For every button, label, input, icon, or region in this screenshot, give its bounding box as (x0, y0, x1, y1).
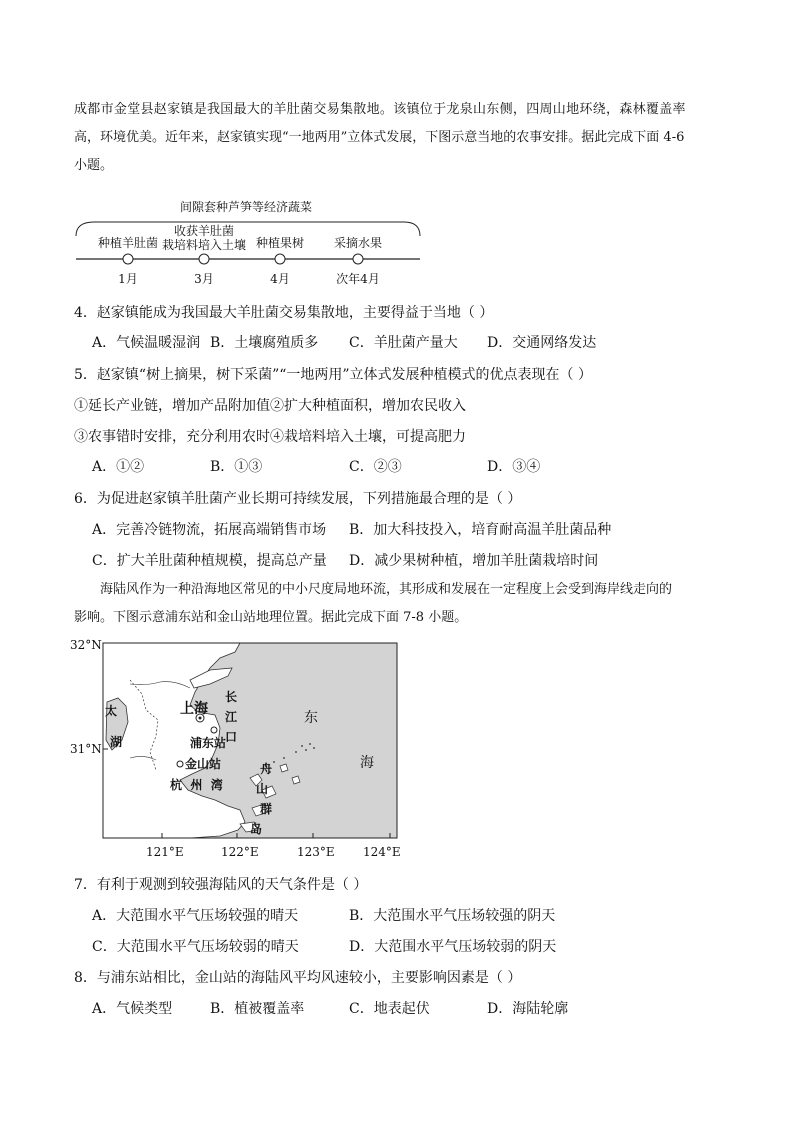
intro-line: 高，环境优美。近年来，赵家镇实现“一地两用”立体式发展，下图示意当地的农事安排。据此完成下面 4-6 (74, 130, 685, 145)
q5-option-c[interactable]: C．②③ (349, 459, 402, 475)
question-6-stem: 6．为促进赵家镇羊肚菌产业长期可持续发展，下列措施最合理的是（ ） (74, 491, 522, 507)
map-drawing (70, 640, 410, 865)
timeline-month: 3月 (194, 272, 214, 286)
lat-label-32: 32°N (70, 638, 102, 652)
lat-label-31: 31°N (70, 742, 102, 756)
q5-statements-2: ③农事错时安排，充分利用农时④栽培料培入土壤，可提高肥力 (74, 429, 466, 445)
pudong-station-marker (211, 727, 217, 733)
timeline-node (353, 254, 363, 264)
question-7-stem: 7．有利于观测到较强海陆风的天气条件是（ ） (74, 877, 368, 893)
q8-option-c[interactable]: C．地表起伏 (349, 1001, 430, 1017)
label-jinshan-station: 金山站 (185, 757, 222, 771)
label-zhoushan-1: 舟 (260, 762, 273, 776)
label-east-china-sea-1: 东 (304, 710, 318, 726)
q7-option-c[interactable]: C．大范围水平气压场较弱的晴天 (92, 939, 299, 955)
question-4-stem: 4．赵家镇能成为我国最大羊肚菌交易集散地，主要得益于当地（ ） (74, 305, 494, 321)
timeline-event-label: 采摘水果 (333, 236, 383, 250)
intro-line: 海陆风作为一种沿海地区常见的中小尺度局地环流，其形成和发展在一定程度上会受到海岸线走向的 (100, 582, 673, 597)
label-zhoushan-4: 岛 (250, 822, 263, 836)
label-changjiangkou-1: 长 (225, 690, 238, 704)
intro-line: 成都市金堂县赵家镇是我国最大的羊肚菌交易集散地。该镇位于龙泉山东侧，四周山地环绕，森林覆盖率 (74, 102, 686, 117)
label-zhoushan-2: 山 (256, 782, 269, 796)
intro-line: 影响。下图示意浦东站和金山站地理位置。据此完成下面 7-8 小题。 (74, 610, 468, 625)
intro-paragraph-2 (74, 576, 734, 632)
timeline-event-label: 收获羊肚菌 栽培料培入土壤 (161, 224, 247, 252)
q5-option-a[interactable]: A．①② (92, 459, 145, 475)
q4-option-d[interactable]: D．交通网络发达 (487, 335, 597, 351)
q4-option-c[interactable]: C．羊肚菌产量大 (349, 335, 458, 351)
farming-timeline-figure (74, 198, 424, 290)
timeline-month: 4月 (270, 272, 290, 286)
q6-option-a[interactable]: A．完善冷链物流，拓展高端销售市场 (92, 522, 327, 538)
intro-line: 小题。 (74, 158, 114, 173)
question-5-stem: 5．赵家镇“树上摘果，树下采菌”“一地两用”立体式发展种植模式的优点表现在（ ） (74, 367, 592, 383)
question-8-stem: 8．与浦东站相比，金山站的海陆风平均风速较小，主要影响因素是（ ） (74, 970, 522, 986)
q6-option-c[interactable]: C．扩大羊肚菌种植规模，提高总产量 (92, 553, 327, 569)
lon-label-124: 124°E (363, 845, 401, 859)
q7-option-b[interactable]: B．大范围水平气压场较强的阴天 (349, 908, 556, 924)
jinshan-station-marker (177, 761, 183, 767)
timeline-event-label: 种植羊肚菌 (97, 236, 159, 250)
lon-label-123: 123°E (297, 845, 335, 859)
q7-option-d[interactable]: D．大范围水平气压场较弱的阴天 (349, 939, 557, 955)
q5-statements-1: ①延长产业链，增加产品附加值②扩大种植面积，增加农民收入 (74, 398, 466, 414)
q5-option-d[interactable]: D．③④ (487, 459, 541, 475)
lon-label-121: 121°E (146, 845, 184, 859)
timeline-event-label: 种植果树 (255, 236, 305, 250)
q6-option-b[interactable]: B．加大科技投入，培育耐高温羊肚菌品种 (349, 522, 612, 538)
label-taihu-1: 太 (105, 704, 118, 718)
q7-option-a[interactable]: A．大范围水平气压场较强的晴天 (92, 908, 299, 924)
q4-option-b[interactable]: B．土壤腐殖质多 (210, 335, 319, 351)
q4-option-a[interactable]: A．气候温暖湿润 (92, 335, 201, 351)
q8-option-d[interactable]: D．海陆轮廓 (487, 1001, 569, 1017)
label-hangzhou-bay: 杭 州 湾 (170, 778, 223, 792)
label-east-china-sea-2: 海 (360, 755, 374, 771)
q5-option-b[interactable]: B．①③ (210, 459, 263, 475)
q8-option-a[interactable]: A．气候类型 (92, 1001, 173, 1017)
label-taihu-2: 湖 (110, 735, 123, 749)
q6-option-d[interactable]: D．减少果树种植，增加羊肚菌栽培时间 (349, 553, 599, 569)
timeline-node (275, 254, 285, 264)
timeline-node (123, 254, 133, 264)
timeline-node (199, 254, 209, 264)
timeline-month: 次年4月 (336, 272, 380, 286)
label-zhoushan-3: 群 (260, 802, 273, 816)
label-shanghai: 上海 (180, 701, 208, 717)
location-map-figure (70, 640, 410, 865)
q8-option-b[interactable]: B．植被覆盖率 (210, 1001, 305, 1017)
lon-label-122: 122°E (221, 845, 259, 859)
intro-paragraph-1 (74, 96, 734, 180)
label-pudong-station: 浦东站 (190, 736, 227, 750)
label-changjiangkou-2: 江 (225, 710, 238, 724)
timeline-bracket-label: 间隙套种芦笋等经济蔬菜 (179, 200, 313, 214)
timeline-month: 1月 (118, 272, 138, 286)
label-changjiangkou-3: 口 (225, 730, 238, 744)
